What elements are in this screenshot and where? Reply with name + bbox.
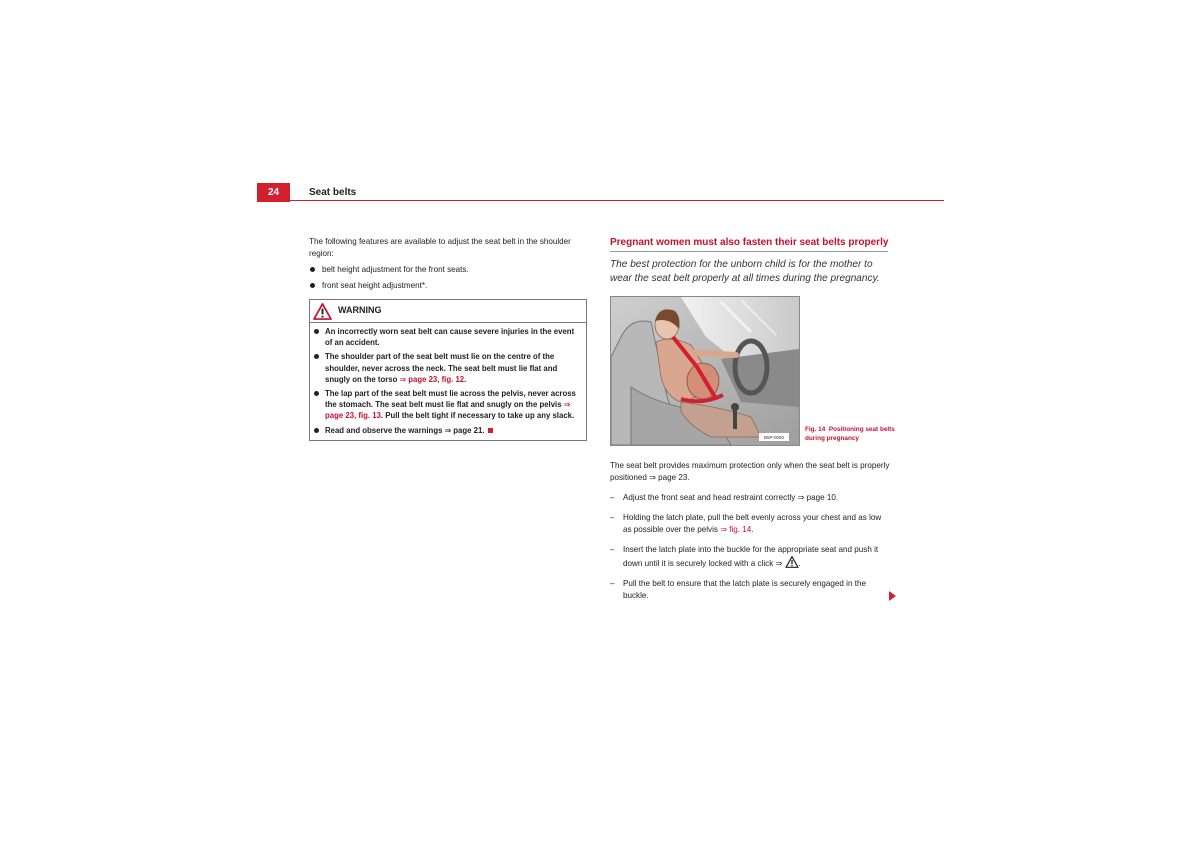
warning-body	[310, 323, 586, 440]
step-text: .	[798, 559, 801, 568]
warning-item	[312, 388, 583, 422]
warning-triangle-icon	[313, 303, 332, 320]
left-column	[309, 236, 587, 441]
page-number: 24	[257, 183, 290, 202]
intro-text: The following features are available to adjust the seat belt in the shoulder region:	[309, 237, 571, 258]
warning-text: . Pull the belt tight if necessary to take up any slack.	[380, 411, 575, 421]
warning-box	[309, 299, 587, 441]
body-paragraph: The seat belt provides maximum protection only when the seat belt is properly positioned ⇒ page 23.	[610, 461, 890, 482]
step-item: – Adjust the front seat and head restraint correctly ⇒ page 10.	[610, 492, 892, 504]
warning-triangle-icon[interactable]	[785, 556, 799, 568]
warning-item	[312, 425, 583, 436]
warning-title: WARNING	[338, 305, 382, 316]
car-interior-illustration	[611, 297, 799, 445]
warning-text: An incorrectly worn seat belt can cause severe injuries in the event of an accident.	[325, 327, 575, 348]
warning-header	[310, 300, 586, 323]
figure-caption-text: Positioning seat belts during pregnancy	[805, 426, 895, 442]
step-item: – Pull the belt to ensure that the latch plate is securely engaged in the buckle.	[610, 578, 892, 602]
step-item	[610, 512, 892, 536]
figure-pregnant-driver	[610, 296, 800, 446]
warning-text: The shoulder part of the seat belt must lie on the centre of the shoulder, never across the neck. The seat belt must lie flat and snugly on the torso	[325, 352, 558, 384]
step-text: .	[751, 525, 754, 534]
step-item	[610, 544, 892, 570]
continue-arrow-icon	[889, 591, 896, 601]
warning-text: Read and observe the warnings ⇒ page 21.	[325, 425, 485, 435]
page-link[interactable]: ⇒ page 23, fig. 12	[399, 374, 465, 384]
list-item: front seat height adjustment*.	[309, 280, 587, 292]
figure-number: Fig. 14	[805, 426, 826, 433]
figure-link[interactable]: ⇒ fig. 14	[720, 525, 752, 534]
lead-text: The best protection for the unborn child is for the mother to wear the seat belt properly at all times during the pregnancy.	[610, 259, 880, 285]
list-item: belt height adjustment for the front seats.	[309, 264, 587, 276]
warning-text: The lap part of the seat belt must lie across the pelvis, never across the stomach. The seat belt must lie flat and snugly on the pelvis	[325, 389, 576, 410]
step-text: Insert the latch plate into the buckle for the appropriate seat and push it down until it is securely locked with a click ⇒	[623, 545, 879, 568]
section-rule	[610, 251, 888, 252]
instructions	[610, 460, 892, 610]
chapter-title: Seat belts	[309, 187, 357, 198]
section-title: Pregnant women must also fasten their seat belts properly	[610, 237, 889, 248]
end-mark-icon	[488, 428, 493, 433]
warning-item	[312, 351, 583, 385]
step-text: Holding the latch plate, pull the belt evenly across your chest and as low as possible over the pelvis	[623, 513, 882, 534]
figure-caption	[805, 426, 895, 443]
warning-text: .	[464, 374, 467, 384]
page-link[interactable]: ⇒ page 23, fig. 13	[325, 400, 571, 421]
figure-code: B5P-0050	[763, 435, 785, 440]
right-column	[610, 236, 890, 286]
warning-item	[312, 326, 583, 348]
header-rule	[257, 200, 944, 201]
